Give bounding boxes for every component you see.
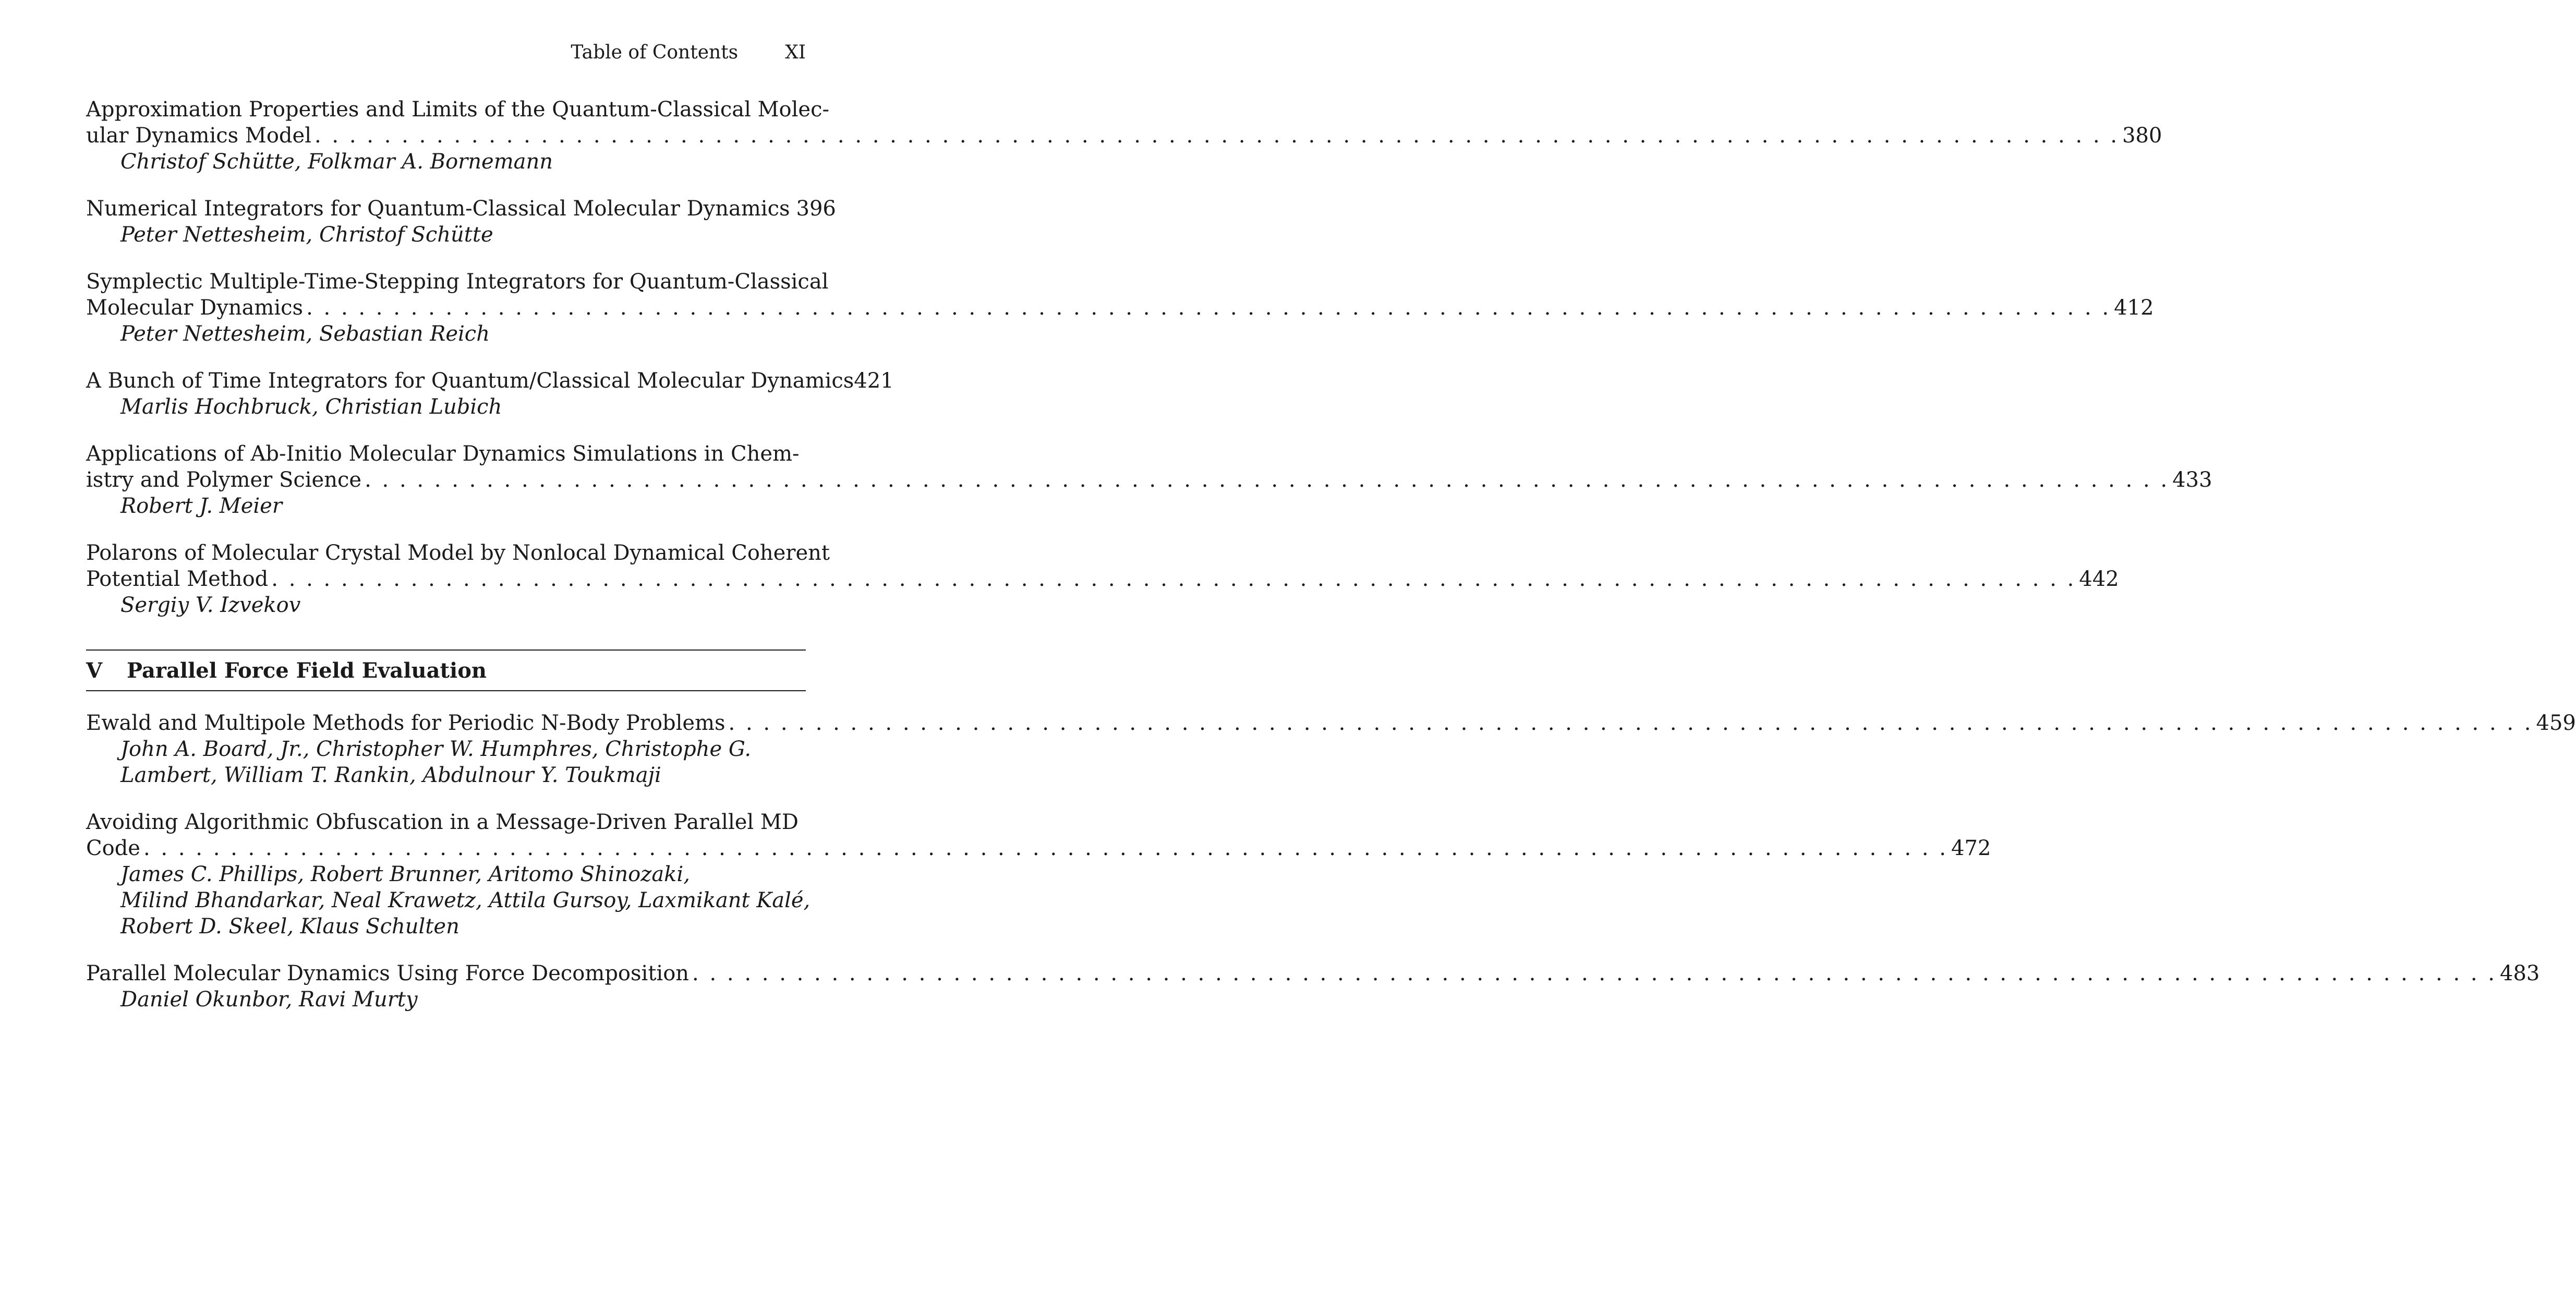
- entry-page-number: 459: [2536, 711, 2576, 735]
- toc-entry[interactable]: [86, 97, 2162, 175]
- part-heading: [86, 651, 806, 690]
- toc-entry[interactable]: [86, 441, 2212, 519]
- entry-page-number: 421: [854, 369, 894, 393]
- entry-title-final-line: [86, 368, 894, 394]
- entry-title-final-line: [86, 196, 836, 222]
- entry-authors: Christof Schütte, Folkmar A. Bornemann: [120, 150, 553, 174]
- entry-authors: John A. Board, Jr., Christopher W. Humphres, Christophe G.: [120, 737, 752, 761]
- entry-title-text: Potential Method: [86, 567, 269, 591]
- part-title: Parallel Force Field Evaluation: [127, 658, 487, 683]
- toc-entry[interactable]: [86, 269, 2154, 347]
- entry-title-final-line: [86, 710, 2576, 736]
- entry-title-final-line: [86, 467, 2212, 493]
- dot-leaders: [729, 710, 2533, 736]
- entry-page-number: 433: [2172, 468, 2212, 492]
- entry-page-number: 483: [2500, 961, 2540, 985]
- toc-entries: [86, 97, 2576, 1033]
- toc-entry[interactable]: [86, 960, 2540, 1013]
- entry-title-final-line: [86, 295, 2154, 321]
- entry-title-line: Approximation Properties and Limits of the Quantum-Classical Molec-: [86, 98, 830, 122]
- part-number: V: [86, 658, 103, 683]
- toc-page: [86, 0, 2576, 1311]
- entry-authors: Peter Nettesheim, Christof Schütte: [120, 223, 493, 247]
- dot-leaders: [315, 123, 2119, 149]
- entry-title-text: Molecular Dynamics: [86, 296, 304, 320]
- entry-authors: Robert J. Meier: [120, 494, 282, 518]
- entry-page-number: 442: [2079, 567, 2119, 591]
- entry-page-number: 380: [2122, 124, 2162, 148]
- entry-title-text: Code: [86, 836, 140, 860]
- part-rule-bottom: [86, 690, 806, 691]
- entry-authors: Milind Bhandarkar, Neal Krawetz, Attila Gursoy, Laxmikant Kalé,: [120, 888, 811, 912]
- entry-authors: Lambert, William T. Rankin, Abdulnour Y. Toukmaji: [120, 763, 661, 787]
- running-head: [571, 42, 806, 63]
- entry-page-number: 396: [796, 197, 836, 221]
- entry-title-line: Polarons of Molecular Crystal Model by Nonlocal Dynamical Coherent: [86, 541, 830, 565]
- entry-title-final-line: [86, 123, 2162, 149]
- entry-title-line: Applications of Ab-Initio Molecular Dynamics Simulations in Chem-: [86, 442, 800, 466]
- entry-authors: James C. Phillips, Robert Brunner, Aritomo Shinozaki,: [120, 862, 690, 886]
- toc-entry[interactable]: [86, 540, 2119, 618]
- entry-authors: Peter Nettesheim, Sebastian Reich: [120, 322, 490, 346]
- part-heading-block[interactable]: [86, 650, 806, 691]
- toc-entry[interactable]: [86, 809, 1991, 940]
- entry-authors: Daniel Okunbor, Ravi Murty: [120, 988, 418, 1012]
- entry-title-final-line: [86, 566, 2119, 592]
- dot-leaders: [692, 960, 2497, 987]
- entry-authors: Sergiy V. Izvekov: [120, 593, 301, 617]
- entry-page-number: 472: [1951, 836, 1991, 860]
- entry-title-text: A Bunch of Time Integrators for Quantum/Classical Molecular Dynamics: [86, 369, 854, 393]
- dot-leaders: [306, 295, 2111, 321]
- entry-title-text: istry and Polymer Science: [86, 468, 362, 492]
- entry-title-final-line: [86, 835, 1991, 861]
- entry-title-text: ular Dynamics Model: [86, 124, 311, 148]
- entry-title-line: Avoiding Algorithmic Obfuscation in a Message-Driven Parallel MD: [86, 810, 799, 834]
- entry-title-line: Symplectic Multiple-Time-Stepping Integrators for Quantum-Classical: [86, 270, 829, 294]
- entry-page-number: 412: [2114, 296, 2154, 320]
- entry-title-text: Parallel Molecular Dynamics Using Force Decomposition: [86, 961, 690, 985]
- dot-leaders: [365, 467, 2169, 493]
- entry-title-text: Numerical Integrators for Quantum-Classical Molecular Dynamics: [86, 197, 790, 221]
- dot-leaders: [271, 566, 2076, 592]
- dot-leaders: [143, 835, 1948, 861]
- running-head-page-number: XI: [785, 42, 806, 63]
- entry-title-final-line: [86, 960, 2540, 987]
- toc-entry[interactable]: [86, 710, 2576, 788]
- running-head-title: Table of Contents: [571, 42, 739, 63]
- entry-authors: Robert D. Skeel, Klaus Schulten: [120, 915, 459, 939]
- toc-entry[interactable]: [86, 196, 836, 248]
- entry-authors: Marlis Hochbruck, Christian Lubich: [120, 395, 502, 419]
- entry-title-text: Ewald and Multipole Methods for Periodic N-Body Problems: [86, 711, 725, 735]
- toc-entry[interactable]: [86, 368, 894, 420]
